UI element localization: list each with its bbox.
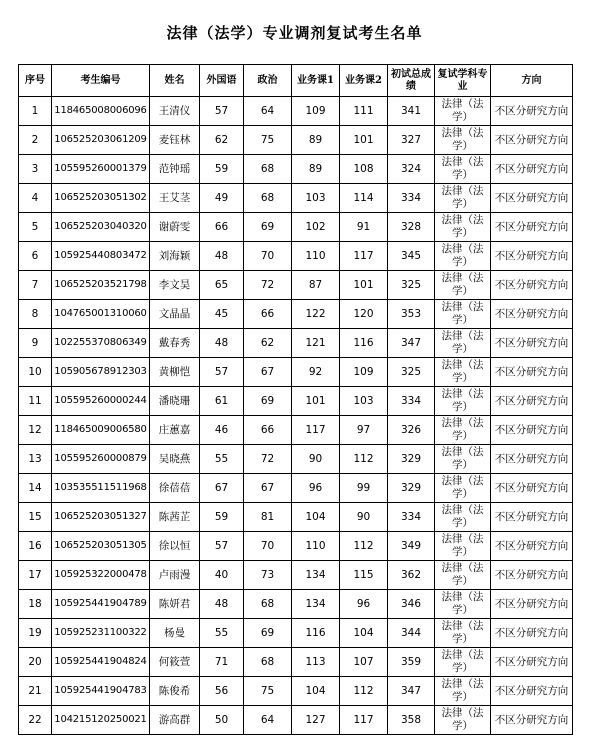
cell-index: 9 bbox=[19, 329, 52, 358]
cell-course-2: 116 bbox=[340, 329, 388, 358]
cell-direction: 不区分研究方向 bbox=[491, 242, 573, 271]
cell-course-2: 112 bbox=[340, 445, 388, 474]
cell-foreign-language: 46 bbox=[200, 416, 244, 445]
cell-total-score: 325 bbox=[388, 358, 435, 387]
cell-course-2: 117 bbox=[340, 706, 388, 735]
cell-total-score: 329 bbox=[388, 445, 435, 474]
cell-direction: 不区分研究方向 bbox=[491, 445, 573, 474]
cell-name: 戴春秀 bbox=[150, 329, 200, 358]
cell-candidate-id: 105925441904783 bbox=[52, 677, 150, 706]
cell-direction: 不区分研究方向 bbox=[491, 706, 573, 735]
cell-course-2: 120 bbox=[340, 300, 388, 329]
cell-foreign-language: 65 bbox=[200, 271, 244, 300]
cell-total-score: 353 bbox=[388, 300, 435, 329]
cell-course-2: 112 bbox=[340, 532, 388, 561]
cell-foreign-language: 55 bbox=[200, 445, 244, 474]
cell-total-score: 344 bbox=[388, 619, 435, 648]
header-name: 姓名 bbox=[150, 65, 200, 97]
cell-foreign-language: 49 bbox=[200, 184, 244, 213]
cell-name: 卢雨漫 bbox=[150, 561, 200, 590]
cell-index: 4 bbox=[19, 184, 52, 213]
cell-politics: 75 bbox=[244, 677, 292, 706]
cell-direction: 不区分研究方向 bbox=[491, 97, 573, 126]
cell-course-2: 114 bbox=[340, 184, 388, 213]
cell-retest-major: 法律（法学） bbox=[435, 561, 491, 590]
cell-politics: 68 bbox=[244, 590, 292, 619]
cell-total-score: 324 bbox=[388, 155, 435, 184]
cell-candidate-id: 118465009006580 bbox=[52, 416, 150, 445]
cell-name: 谢蔚雯 bbox=[150, 213, 200, 242]
cell-candidate-id: 102255370806349 bbox=[52, 329, 150, 358]
cell-index: 16 bbox=[19, 532, 52, 561]
cell-total-score: 327 bbox=[388, 126, 435, 155]
cell-total-score: 334 bbox=[388, 387, 435, 416]
cell-course-1: 134 bbox=[292, 561, 340, 590]
header-total-score: 初试总成绩 bbox=[388, 65, 435, 97]
cell-candidate-id: 106525203521798 bbox=[52, 271, 150, 300]
cell-course-2: 99 bbox=[340, 474, 388, 503]
header-direction: 方向 bbox=[491, 65, 573, 97]
cell-foreign-language: 48 bbox=[200, 242, 244, 271]
candidate-table bbox=[18, 64, 573, 735]
cell-index: 14 bbox=[19, 474, 52, 503]
cell-index: 10 bbox=[19, 358, 52, 387]
cell-retest-major: 法律（法学） bbox=[435, 184, 491, 213]
cell-foreign-language: 59 bbox=[200, 155, 244, 184]
cell-name: 潘晓珊 bbox=[150, 387, 200, 416]
cell-retest-major: 法律（法学） bbox=[435, 300, 491, 329]
cell-course-1: 89 bbox=[292, 126, 340, 155]
cell-name: 游高群 bbox=[150, 706, 200, 735]
cell-candidate-id: 106525203061209 bbox=[52, 126, 150, 155]
cell-name: 陈茜芷 bbox=[150, 503, 200, 532]
cell-candidate-id: 106525203040320 bbox=[52, 213, 150, 242]
cell-total-score: 346 bbox=[388, 590, 435, 619]
cell-politics: 69 bbox=[244, 619, 292, 648]
table-row bbox=[19, 155, 573, 184]
cell-direction: 不区分研究方向 bbox=[491, 126, 573, 155]
cell-index: 15 bbox=[19, 503, 52, 532]
cell-course-1: 110 bbox=[292, 242, 340, 271]
cell-course-1: 104 bbox=[292, 503, 340, 532]
cell-course-2: 91 bbox=[340, 213, 388, 242]
cell-foreign-language: 45 bbox=[200, 300, 244, 329]
table-body bbox=[19, 97, 573, 735]
table-row bbox=[19, 532, 573, 561]
cell-course-2: 101 bbox=[340, 126, 388, 155]
cell-politics: 72 bbox=[244, 271, 292, 300]
cell-politics: 68 bbox=[244, 155, 292, 184]
cell-index: 8 bbox=[19, 300, 52, 329]
cell-retest-major: 法律（法学） bbox=[435, 329, 491, 358]
header-row bbox=[19, 65, 573, 97]
cell-candidate-id: 105925231100322 bbox=[52, 619, 150, 648]
cell-total-score: 345 bbox=[388, 242, 435, 271]
cell-course-1: 90 bbox=[292, 445, 340, 474]
cell-foreign-language: 57 bbox=[200, 358, 244, 387]
cell-name: 陈妍君 bbox=[150, 590, 200, 619]
cell-total-score: 329 bbox=[388, 474, 435, 503]
cell-course-2: 111 bbox=[340, 97, 388, 126]
table-row bbox=[19, 648, 573, 677]
table-row bbox=[19, 271, 573, 300]
cell-course-1: 117 bbox=[292, 416, 340, 445]
table-row bbox=[19, 416, 573, 445]
cell-direction: 不区分研究方向 bbox=[491, 329, 573, 358]
cell-course-2: 96 bbox=[340, 590, 388, 619]
cell-politics: 75 bbox=[244, 126, 292, 155]
cell-foreign-language: 66 bbox=[200, 213, 244, 242]
cell-foreign-language: 62 bbox=[200, 126, 244, 155]
header-course-2: 业务课2 bbox=[340, 65, 388, 97]
header-index: 序号 bbox=[19, 65, 52, 97]
header-politics: 政治 bbox=[244, 65, 292, 97]
cell-total-score: 328 bbox=[388, 213, 435, 242]
cell-course-2: 108 bbox=[340, 155, 388, 184]
cell-foreign-language: 61 bbox=[200, 387, 244, 416]
cell-total-score: 334 bbox=[388, 184, 435, 213]
cell-course-1: 134 bbox=[292, 590, 340, 619]
cell-course-2: 103 bbox=[340, 387, 388, 416]
cell-direction: 不区分研究方向 bbox=[491, 532, 573, 561]
cell-candidate-id: 106525203051327 bbox=[52, 503, 150, 532]
cell-course-1: 113 bbox=[292, 648, 340, 677]
cell-retest-major: 法律（法学） bbox=[435, 445, 491, 474]
cell-total-score: 359 bbox=[388, 648, 435, 677]
cell-candidate-id: 105925441904789 bbox=[52, 590, 150, 619]
cell-name: 杨曼 bbox=[150, 619, 200, 648]
cell-name: 刘海颖 bbox=[150, 242, 200, 271]
cell-index: 6 bbox=[19, 242, 52, 271]
cell-course-1: 127 bbox=[292, 706, 340, 735]
cell-name: 吴晓燕 bbox=[150, 445, 200, 474]
cell-course-2: 117 bbox=[340, 242, 388, 271]
cell-name: 范钟瑶 bbox=[150, 155, 200, 184]
cell-course-1: 89 bbox=[292, 155, 340, 184]
cell-politics: 62 bbox=[244, 329, 292, 358]
table-row bbox=[19, 126, 573, 155]
cell-name: 徐蓓蓓 bbox=[150, 474, 200, 503]
page-title: 法律（法学）专业调剂复试考生名单 bbox=[166, 24, 423, 42]
cell-retest-major: 法律（法学） bbox=[435, 213, 491, 242]
cell-course-2: 101 bbox=[340, 271, 388, 300]
cell-retest-major: 法律（法学） bbox=[435, 648, 491, 677]
cell-total-score: 325 bbox=[388, 271, 435, 300]
cell-direction: 不区分研究方向 bbox=[491, 503, 573, 532]
cell-retest-major: 法律（法学） bbox=[435, 619, 491, 648]
cell-direction: 不区分研究方向 bbox=[491, 561, 573, 590]
cell-total-score: 362 bbox=[388, 561, 435, 590]
table-row bbox=[19, 358, 573, 387]
cell-politics: 72 bbox=[244, 445, 292, 474]
cell-politics: 67 bbox=[244, 358, 292, 387]
cell-index: 1 bbox=[19, 97, 52, 126]
cell-total-score: 347 bbox=[388, 329, 435, 358]
cell-foreign-language: 57 bbox=[200, 97, 244, 126]
cell-retest-major: 法律（法学） bbox=[435, 387, 491, 416]
cell-course-1: 101 bbox=[292, 387, 340, 416]
cell-course-1: 116 bbox=[292, 619, 340, 648]
cell-candidate-id: 105925322000478 bbox=[52, 561, 150, 590]
cell-index: 18 bbox=[19, 590, 52, 619]
cell-direction: 不区分研究方向 bbox=[491, 590, 573, 619]
table-row bbox=[19, 619, 573, 648]
cell-retest-major: 法律（法学） bbox=[435, 532, 491, 561]
table-row bbox=[19, 97, 573, 126]
cell-candidate-id: 105595260000879 bbox=[52, 445, 150, 474]
cell-name: 庄蕙嘉 bbox=[150, 416, 200, 445]
cell-total-score: 334 bbox=[388, 503, 435, 532]
cell-candidate-id: 118465008006096 bbox=[52, 97, 150, 126]
cell-politics: 73 bbox=[244, 561, 292, 590]
table-row bbox=[19, 184, 573, 213]
cell-politics: 68 bbox=[244, 648, 292, 677]
cell-politics: 69 bbox=[244, 213, 292, 242]
cell-index: 12 bbox=[19, 416, 52, 445]
cell-index: 7 bbox=[19, 271, 52, 300]
cell-candidate-id: 106525203051305 bbox=[52, 532, 150, 561]
cell-candidate-id: 105925440803472 bbox=[52, 242, 150, 271]
cell-candidate-id: 106525203051302 bbox=[52, 184, 150, 213]
cell-retest-major: 法律（法学） bbox=[435, 677, 491, 706]
cell-retest-major: 法律（法学） bbox=[435, 503, 491, 532]
cell-index: 2 bbox=[19, 126, 52, 155]
cell-candidate-id: 105595260001379 bbox=[52, 155, 150, 184]
cell-foreign-language: 71 bbox=[200, 648, 244, 677]
cell-politics: 81 bbox=[244, 503, 292, 532]
cell-course-1: 121 bbox=[292, 329, 340, 358]
header-retest-major: 复试学科专业 bbox=[435, 65, 491, 97]
cell-foreign-language: 56 bbox=[200, 677, 244, 706]
cell-politics: 69 bbox=[244, 387, 292, 416]
cell-index: 22 bbox=[19, 706, 52, 735]
cell-direction: 不区分研究方向 bbox=[491, 619, 573, 648]
cell-course-1: 87 bbox=[292, 271, 340, 300]
cell-retest-major: 法律（法学） bbox=[435, 706, 491, 735]
table-row bbox=[19, 590, 573, 619]
cell-foreign-language: 59 bbox=[200, 503, 244, 532]
cell-direction: 不区分研究方向 bbox=[491, 213, 573, 242]
cell-direction: 不区分研究方向 bbox=[491, 184, 573, 213]
cell-direction: 不区分研究方向 bbox=[491, 358, 573, 387]
cell-direction: 不区分研究方向 bbox=[491, 474, 573, 503]
cell-total-score: 349 bbox=[388, 532, 435, 561]
cell-name: 王清仪 bbox=[150, 97, 200, 126]
cell-foreign-language: 40 bbox=[200, 561, 244, 590]
cell-candidate-id: 105595260000244 bbox=[52, 387, 150, 416]
cell-total-score: 341 bbox=[388, 97, 435, 126]
cell-foreign-language: 48 bbox=[200, 329, 244, 358]
cell-name: 陈俊希 bbox=[150, 677, 200, 706]
cell-name: 王艾茎 bbox=[150, 184, 200, 213]
cell-course-1: 104 bbox=[292, 677, 340, 706]
cell-name: 李文昊 bbox=[150, 271, 200, 300]
cell-politics: 66 bbox=[244, 416, 292, 445]
cell-foreign-language: 57 bbox=[200, 532, 244, 561]
cell-name: 文晶晶 bbox=[150, 300, 200, 329]
table-row bbox=[19, 329, 573, 358]
cell-direction: 不区分研究方向 bbox=[491, 648, 573, 677]
cell-course-2: 107 bbox=[340, 648, 388, 677]
cell-index: 20 bbox=[19, 648, 52, 677]
cell-foreign-language: 67 bbox=[200, 474, 244, 503]
cell-course-2: 97 bbox=[340, 416, 388, 445]
cell-name: 麦钰林 bbox=[150, 126, 200, 155]
cell-politics: 70 bbox=[244, 532, 292, 561]
cell-index: 21 bbox=[19, 677, 52, 706]
cell-politics: 67 bbox=[244, 474, 292, 503]
cell-foreign-language: 48 bbox=[200, 590, 244, 619]
cell-total-score: 358 bbox=[388, 706, 435, 735]
cell-name: 徐以恒 bbox=[150, 532, 200, 561]
cell-course-1: 103 bbox=[292, 184, 340, 213]
header-foreign-language: 外国语 bbox=[200, 65, 244, 97]
cell-course-2: 109 bbox=[340, 358, 388, 387]
cell-total-score: 347 bbox=[388, 677, 435, 706]
cell-direction: 不区分研究方向 bbox=[491, 387, 573, 416]
cell-index: 11 bbox=[19, 387, 52, 416]
cell-index: 3 bbox=[19, 155, 52, 184]
cell-index: 5 bbox=[19, 213, 52, 242]
cell-retest-major: 法律（法学） bbox=[435, 416, 491, 445]
cell-candidate-id: 104765001310060 bbox=[52, 300, 150, 329]
table-row bbox=[19, 242, 573, 271]
header-course-1: 业务课1 bbox=[292, 65, 340, 97]
cell-retest-major: 法律（法学） bbox=[435, 155, 491, 184]
cell-candidate-id: 105925441904824 bbox=[52, 648, 150, 677]
cell-course-2: 90 bbox=[340, 503, 388, 532]
cell-course-2: 112 bbox=[340, 677, 388, 706]
cell-course-1: 96 bbox=[292, 474, 340, 503]
table-row bbox=[19, 561, 573, 590]
cell-direction: 不区分研究方向 bbox=[491, 677, 573, 706]
table-row bbox=[19, 706, 573, 735]
cell-politics: 68 bbox=[244, 184, 292, 213]
table-row bbox=[19, 387, 573, 416]
table-row bbox=[19, 213, 573, 242]
cell-direction: 不区分研究方向 bbox=[491, 271, 573, 300]
cell-course-2: 104 bbox=[340, 619, 388, 648]
cell-candidate-id: 105905678912303 bbox=[52, 358, 150, 387]
cell-course-1: 102 bbox=[292, 213, 340, 242]
header-candidate-id: 考生编号 bbox=[52, 65, 150, 97]
cell-retest-major: 法律（法学） bbox=[435, 271, 491, 300]
cell-politics: 66 bbox=[244, 300, 292, 329]
cell-foreign-language: 50 bbox=[200, 706, 244, 735]
cell-direction: 不区分研究方向 bbox=[491, 155, 573, 184]
cell-retest-major: 法律（法学） bbox=[435, 474, 491, 503]
cell-retest-major: 法律（法学） bbox=[435, 242, 491, 271]
cell-course-1: 122 bbox=[292, 300, 340, 329]
table-row bbox=[19, 300, 573, 329]
cell-foreign-language: 55 bbox=[200, 619, 244, 648]
cell-retest-major: 法律（法学） bbox=[435, 590, 491, 619]
cell-politics: 70 bbox=[244, 242, 292, 271]
table-row bbox=[19, 474, 573, 503]
cell-retest-major: 法律（法学） bbox=[435, 126, 491, 155]
cell-index: 17 bbox=[19, 561, 52, 590]
table-row bbox=[19, 503, 573, 532]
cell-retest-major: 法律（法学） bbox=[435, 97, 491, 126]
cell-total-score: 326 bbox=[388, 416, 435, 445]
cell-direction: 不区分研究方向 bbox=[491, 300, 573, 329]
table-row bbox=[19, 445, 573, 474]
cell-politics: 64 bbox=[244, 97, 292, 126]
cell-course-1: 92 bbox=[292, 358, 340, 387]
cell-course-1: 110 bbox=[292, 532, 340, 561]
table-row bbox=[19, 677, 573, 706]
cell-candidate-id: 103535511511968 bbox=[52, 474, 150, 503]
cell-index: 19 bbox=[19, 619, 52, 648]
cell-retest-major: 法律（法学） bbox=[435, 358, 491, 387]
cell-name: 黄柳恺 bbox=[150, 358, 200, 387]
cell-candidate-id: 104215120250021 bbox=[52, 706, 150, 735]
cell-politics: 64 bbox=[244, 706, 292, 735]
cell-course-2: 115 bbox=[340, 561, 388, 590]
cell-index: 13 bbox=[19, 445, 52, 474]
cell-name: 何筱萱 bbox=[150, 648, 200, 677]
cell-direction: 不区分研究方向 bbox=[491, 416, 573, 445]
cell-course-1: 109 bbox=[292, 97, 340, 126]
